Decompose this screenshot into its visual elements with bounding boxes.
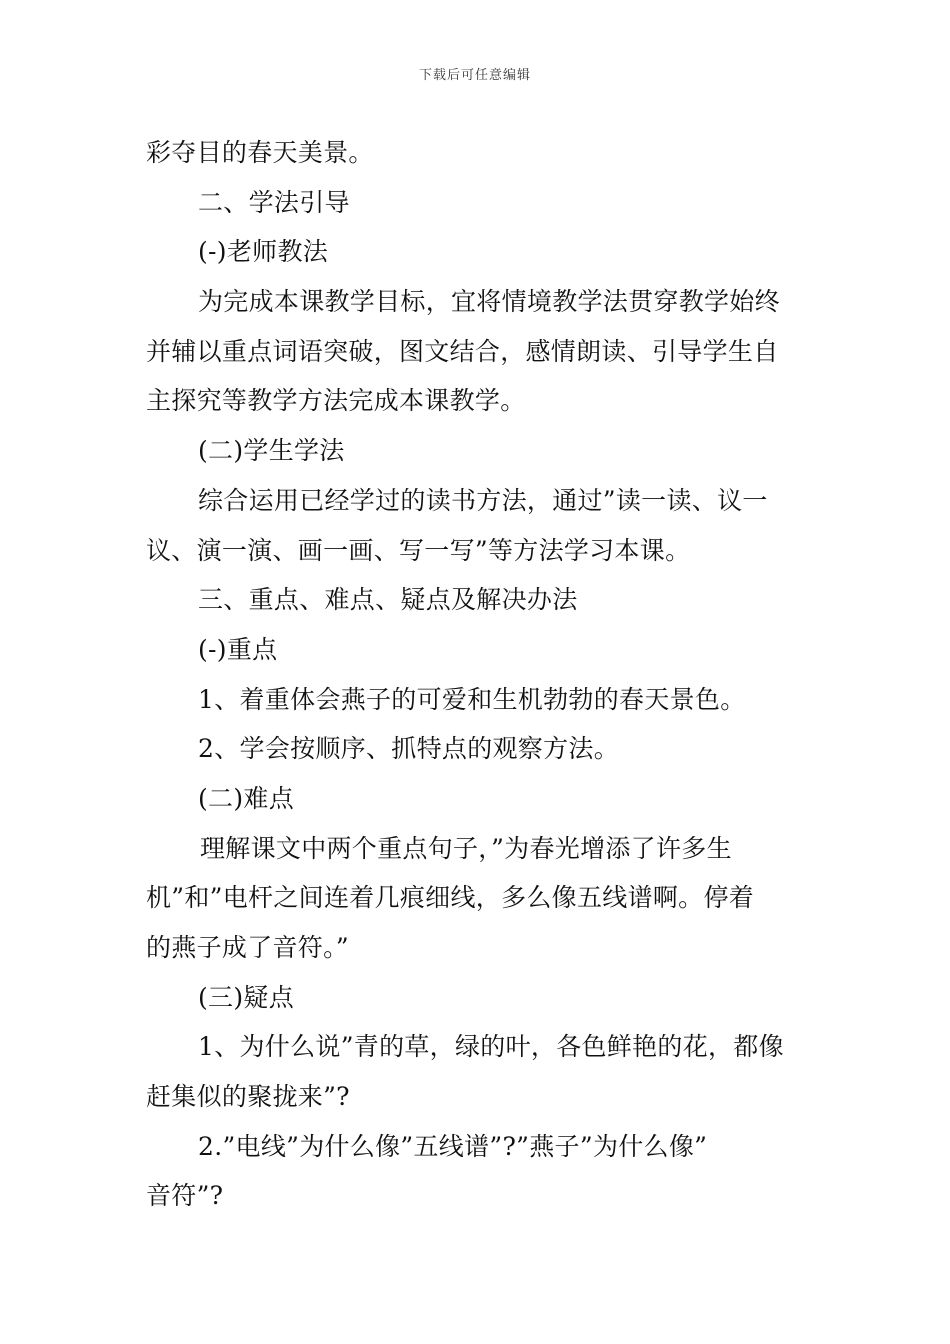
subsection-heading: (二)难点 [198,783,295,813]
list-item: 1、着重体会燕子的可爱和生机勃勃的春天景色。 [198,684,746,714]
text-line: 的燕子成了音符。” [146,933,349,962]
text-line: 并辅以重点词语突破，图文结合，感情朗读、引导学生自 [146,336,779,366]
page-header: 下载后可任意编辑 [418,68,531,83]
section-heading: 二、学法引导 [198,187,350,217]
list-item: 2、学会按顺序、抓特点的观察方法。 [198,734,620,764]
text-line: 机”和”电杆之间连着几痕细线，多么像五线谱啊。停着 [146,883,755,913]
document-body [146,128,811,1221]
text-line: 综合运用已经学过的读书方法，通过”读一读、议一 [198,485,768,515]
subsection-heading: (-)重点 [198,634,278,664]
text-line: 为完成本课教学目标，宜将情境教学法贯穿教学始终 [198,287,780,317]
subsection-heading: (三)疑点 [198,982,295,1012]
text-line: 赶集似的聚拢来”? [146,1082,350,1112]
text-line: 主探究等教学方法完成本课教学。 [146,386,526,416]
text-line: 音符”? [146,1181,224,1211]
text-line: 理解课文中两个重点句子，”为春光增添了许多生 [200,833,732,863]
list-item: 2.”电线”为什么像”五线谱”?”燕子”为什么像” [198,1131,708,1161]
text-line: 彩夺目的春天美景。 [146,138,374,167]
subsection-heading: (-)老师教法 [198,237,329,267]
subsection-heading: (二)学生学法 [198,436,345,466]
list-item: 1、为什么说”青的草，绿的叶，各色鲜艳的花，都像 [198,1032,784,1062]
text-line: 议、演一演、画一画、写一写”等方法学习本课。 [146,535,691,565]
section-heading: 三、重点、难点、疑点及解决办法 [198,585,578,615]
